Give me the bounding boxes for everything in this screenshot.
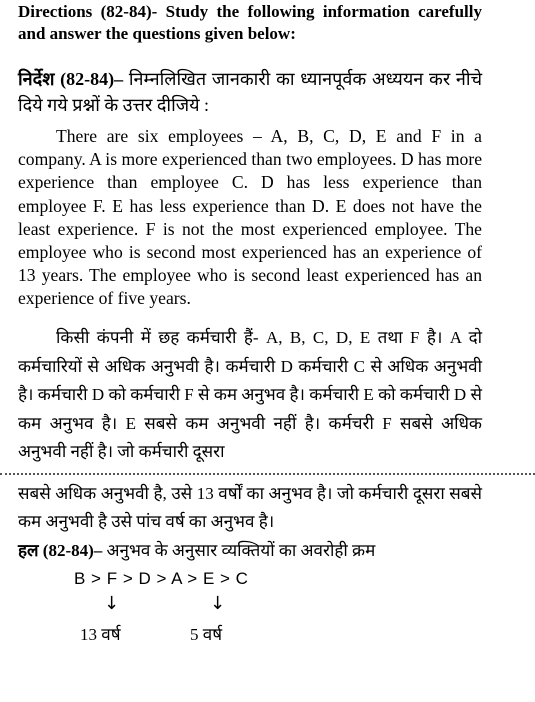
directions-hindi — [18, 66, 482, 118]
solution-heading — [18, 538, 498, 564]
directions-english-text: Directions (82-84)- Study the following information carefully and answer the questions given below: — [18, 2, 482, 43]
hindi-paragraph-part1: किसी कंपनी में छह कर्मचारी हैं- A, B, C, D, E तथा F है। A दो कर्मचारियों से अधिक अनुभवी है। कर्मचारी D कर्मचारी C से अधिक अनुभवी है। कर्मचारी D को कर्मचारी F से कम अनुभव है। कर्मचारी E को कर्मचारी D से कम अनुभव है। E सबसे कम अनुभवी नहीं है। कर्मचरी F सबसे अधिक अनुभवी नहीं है। जो कर्मचारी दूसरा — [18, 328, 482, 461]
years-second-most: 13 वर्ष — [80, 625, 121, 644]
down-arrow-icon: ↓ — [210, 593, 226, 614]
directions-english — [18, 1, 482, 45]
years-second-least: 5 वर्ष — [190, 625, 223, 644]
down-arrow-icon: ↓ — [104, 593, 120, 614]
descending-order: B > F > D > A > E > C — [74, 569, 249, 588]
page-break-divider — [0, 473, 535, 475]
solution-text: अनुभव के अनुसार व्यक्तियों का अवरोही क्रम — [106, 541, 376, 560]
hindi-paragraph-part2: सबसे अधिक अनुभवी है, उसे 13 वर्षों का अनुभव है। जो कर्मचारी दूसरा सबसे कम अनुभवी है उसे पांच वर्ष का अनुभव है। — [18, 484, 482, 531]
directions-hindi-label: निर्देश (82-84)– — [18, 69, 124, 89]
english-paragraph: There are six employees – A, B, C, D, E and F in a company. A is more experienced than two employees. D has more experience than employee C. D has less experience than employee F. E has less experience than D. E does not have the least experience. F is not the most experienced employee. The employee who is second most experienced has an experience of 13 years. The employee who is second least experienced has an experience of five years. — [18, 126, 482, 309]
directions-hindi-text: निम्नलिखित जानकारी का ध्यानपूर्वक अध्ययन कर नीचे दिये गये प्रश्नों के उत्तर दीजिये : — [18, 69, 483, 115]
solution-label: हल (82-84)– — [18, 541, 103, 560]
